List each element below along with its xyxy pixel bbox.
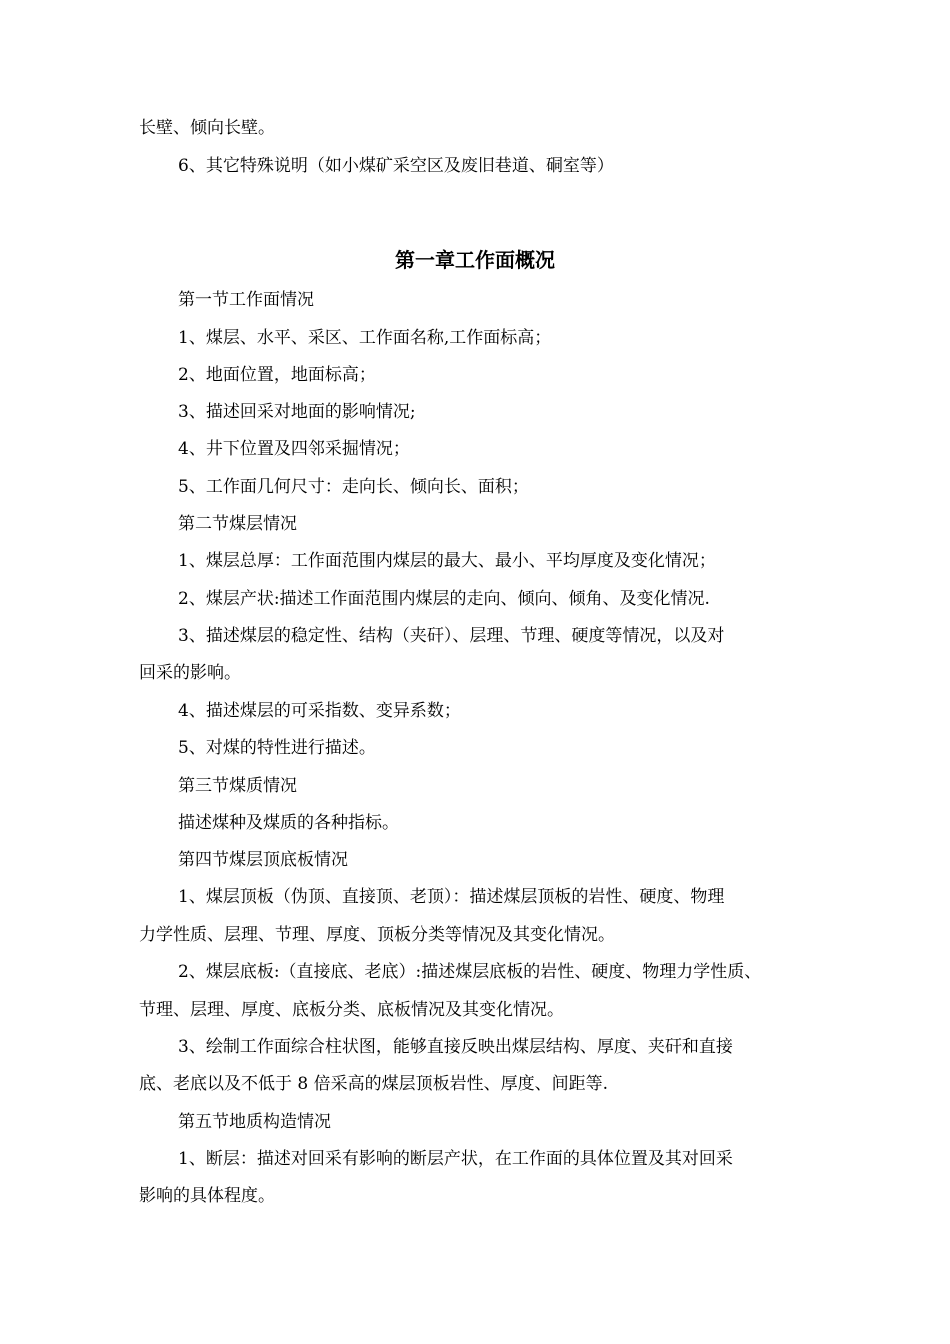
section-2-item: 4、描述煤层的可采指数、变异系数； bbox=[178, 701, 461, 721]
section-4-heading: 第四节煤层顶底板情况 bbox=[178, 850, 348, 870]
intro-line-2: 6、其它特殊说明（如小煤矿采空区及废旧巷道、硐室等） bbox=[178, 156, 614, 176]
section-3-item: 描述煤种及煤质的各种指标。 bbox=[178, 813, 399, 833]
section-4-item: 1、煤层顶板（伪顶、直接顶、老顶）：描述煤层顶板的岩性、硬度、物理 bbox=[178, 887, 725, 907]
section-5-item-continuation: 影响的具体程度。 bbox=[139, 1186, 275, 1206]
section-2-heading: 第二节煤层情况 bbox=[178, 514, 297, 534]
section-4-item: 2、煤层底板:（直接底、老底）:描述煤层底板的岩性、硬度、物理力学性质、 bbox=[178, 962, 762, 982]
section-2-item: 3、描述煤层的稳定性、结构（夹矸）、层理、节理、硬度等情况，以及对 bbox=[178, 626, 725, 646]
section-1-item: 5、工作面几何尺寸：走向长、倾向长、面积； bbox=[178, 477, 529, 497]
section-4-item: 3、绘制工作面综合柱状图，能够直接反映出煤层结构、厚度、夹矸和直接 bbox=[178, 1037, 733, 1057]
section-4-item-continuation: 底、老底以及不低于 8 倍采高的煤层顶板岩性、厚度、间距等. bbox=[139, 1074, 609, 1094]
section-2-item: 5、对煤的特性进行描述。 bbox=[178, 738, 376, 758]
section-2-item-continuation: 回采的影响。 bbox=[139, 663, 241, 683]
section-2-item: 2、煤层产状:描述工作面范围内煤层的走向、倾向、倾角、及变化情况. bbox=[178, 589, 710, 609]
section-4-item-continuation: 力学性质、层理、节理、厚度、顶板分类等情况及其变化情况。 bbox=[139, 925, 615, 945]
intro-line-1: 长壁、倾向长壁。 bbox=[139, 118, 275, 138]
section-1-item: 2、地面位置，地面标高； bbox=[178, 365, 376, 385]
section-1-item: 3、描述回采对地面的影响情况; bbox=[178, 402, 416, 422]
section-5-item: 1、断层：描述对回采有影响的断层产状，在工作面的具体位置及其对回采 bbox=[178, 1149, 733, 1169]
chapter-title: 第一章工作面概况 bbox=[395, 248, 555, 272]
section-5-heading: 第五节地质构造情况 bbox=[178, 1112, 331, 1132]
section-3-heading: 第三节煤质情况 bbox=[178, 776, 297, 796]
section-1-item: 4、井下位置及四邻采掘情况； bbox=[178, 439, 410, 459]
section-2-item: 1、煤层总厚：工作面范围内煤层的最大、最小、平均厚度及变化情况； bbox=[178, 551, 716, 571]
section-1-item: 1、煤层、水平、采区、工作面名称,工作面标高； bbox=[178, 328, 552, 348]
section-1-heading: 第一节工作面情况 bbox=[178, 290, 314, 310]
section-4-item-continuation: 节理、层理、厚度、底板分类、底板情况及其变化情况。 bbox=[139, 1000, 564, 1020]
